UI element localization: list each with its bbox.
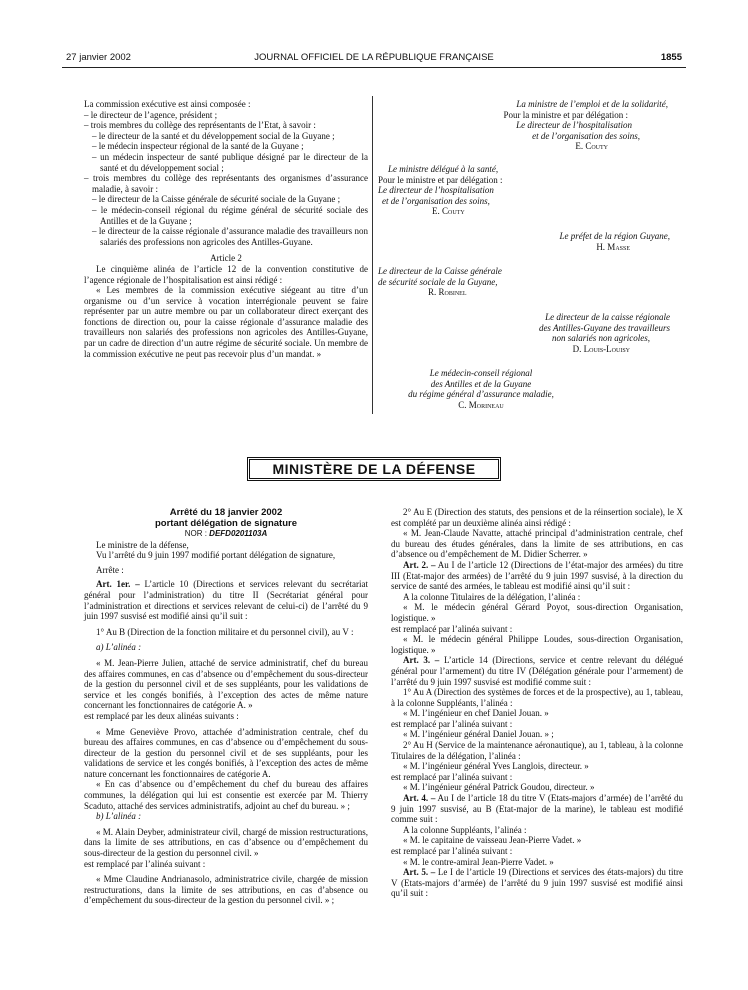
list-item: – le directeur de la Caisse générale de sécurité sociale de la Guyane ;: [92, 194, 341, 205]
list-item: – le directeur de la caisse régionale d’assurance maladie des travailleurs non salariés des professions non agricoles des Antilles-Guyane.: [92, 226, 368, 247]
list-item: – le directeur de l’agence, président ;: [84, 109, 218, 120]
arrete-left-column: Arrêté du 18 janvier 2002 portant délégation de signature NOR : DEFD0201103A Le ministre de la défense, Vu l’arrêté du 9 juin 1997 modifié portant délégation de signature, Arrête : Art. 1er. – L’article 10 (Directions et services relevant du secrétariat général pour l’administration) du titre II (Secrétariat général pour l’administration et directions et services relevant de celui-ci) de l’arrêté du 9 juin 1997 susvisé est modifié ainsi qu’il suit : 1° Au B (Direction de la fonction militaire et du personnel civil), au V : a) L’alinéa : « M. Jean-Pierre Julien, attaché de service administratif, chef du bureau des affaires communes, en cas d’absence ou d’empêchement du sous-directeur de la gestion du personnel civil et de ses suppléants, pour les validations de service et les congés bonifiés, à l’exception des actes de même nature concernant les fonctionnaires de catégorie A. » est remplacé par les deux alinéas suivants : « Mme Geneviève Provo, attachée d’administration centrale, chef du bureau des affaires communes, en cas d’absence ou d’empêchement du sous-directeur de la gestion du personnel civil et de ses suppléants, pour les validations de service et les congés bonifiés, à l’exception des actes de même nature concernant les fonctionnaires de catégorie A. « En cas d’absence ou d’empêchement du chef du bureau des affaires communes, la délégation qui lui est consentie est exercée par M. Thierry Scaduto, attaché des services administratifs, adjoint au chef du bureau. » ; b) L’alinéa : « M. Alain Deyber, administrateur civil, chargé de mission restructurations, dans la limite de ses attributions, en cas d’absence ou d’empêchement du sous-directeur de la gestion du personnel civil. » est remplacé par l’alinéa suivant : « Mme Claudine Andrianasolo, administratrice civile, chargée de mission restructurations, dans la limite de ses attributions, en cas d’absence ou d’empêchement du sous-directeur de la gestion du personnel civil. » ;: [84, 507, 369, 906]
list-item: – trois membres du collège des représentants des organismes d’assurance maladie, à savoir :: [84, 173, 368, 194]
list-item: – le directeur de la santé et du développement social de la Guyane ;: [92, 130, 335, 141]
article-2-title: Article 2: [210, 253, 242, 264]
signature-caisse-regionale: Le directeur de la caisse régionale des Antilles-Guyane des travailleurs non salariés non agricoles, D. Louis-Louisy: [538, 311, 670, 354]
column-divider: [372, 96, 373, 414]
signatures-block: [378, 99, 670, 425]
article-4: Art. 4. – Au I de l’article 18 du titre V (Etats-majors d’armée) de l’arrêté du 9 juin 1997 susvisé, au B (Etat-major de la marine), le tableau est modifié comme suit :: [391, 793, 684, 825]
nor-reference: NOR : DEFD0201103A: [184, 529, 268, 538]
list-item: – un médecin inspecteur de santé publique désigné par le directeur de la santé et du développement social ;: [92, 151, 368, 173]
top-left-column: [84, 99, 368, 359]
page-header: [66, 52, 682, 66]
article-3: Art. 3. – L’article 14 (Directions, service et centre relevant du délégué général pour l’armement) du titre IV (Délégation générale pour l’armement) de l’arrêté du 9 juin 1997 susvisé est modifié comme suit :: [391, 655, 683, 687]
list-item: – le médecin inspecteur régional de la santé de la Guyane ;: [92, 141, 304, 152]
composition-intro: La commission exécutive est ainsi composée :: [84, 99, 251, 109]
header-rule: [62, 67, 686, 68]
signature-caisse-generale: Le directeur de la Caisse générale de sécurité sociale de la Guyane, R. Robinel: [378, 266, 502, 298]
signature-prefect: Le préfet de la région Guyane, H. Masse: [559, 230, 670, 252]
arrete-title: Arrêté du 18 janvier 2002: [169, 507, 283, 518]
article-2-quote: « Les membres de la commission exécutive siégeant au titre d’un organisme ou d’un service à vocation interrégionale peuvent se faire représenter par un autre membre ou par un collaborateur direct exerçant des fonctions de direction ou, pour la caisse régionale d’assurance maladie des travailleurs non salariés des professions non agricoles des Antilles-Guyane, par un cadre de direction d’un autre régime de sécurité sociale. Un membre de la commission exécutive ne peut pas recevoir plus d’un mandat. »: [84, 285, 368, 359]
list-item: – le médecin-conseil régional du régime général de sécurité sociale des Antilles et de la Guyane ;: [92, 204, 368, 226]
page-number: 1855: [660, 52, 682, 63]
signature-minister-health: Le ministre délégué à la santé, Pour le ministre et par délégation : Le directeur de l’hospitalisation et de l’organisation des soins, E. Couty: [378, 163, 503, 217]
article-2: Art. 2. – Au I de l’article 12 (Directions de l’état-major des armées) du titre III (Etat-major des armées) de l’arrêté du 9 juin 1997 susvisé, à la direction du service de santé des armées, le tableau est modifié ainsi qu’il suit :: [391, 559, 684, 592]
list-item: – trois membres du collège des représentants de l’Etat, à savoir :: [84, 120, 316, 131]
journal-title: JOURNAL OFFICIEL DE LA RÉPUBLIQUE FRANÇAISE: [254, 52, 494, 63]
header-date: 27 janvier 2002: [66, 52, 131, 63]
ministry-banner: MINISTÈRE DE LA DÉFENSE: [247, 457, 501, 481]
article-2-paragraph: Le cinquième alinéa de l’article 12 de la convention constitutive de l’agence régionale de l’hospitalisation est ainsi rédigé :: [84, 263, 368, 285]
arrete-right-column: 2° Au E (Direction des statuts, des pensions et de la réinsertion sociale), le X est complété par un deuxième alinéa ainsi rédigé : « M. Jean-Claude Navatte, attaché principal d’administration centrale, chef du bureau des études générales, dans la limite de ses attributions, en cas d’absence ou d’empêchement de M. Didier Scherrer. » Art. 2. – Au I de l’article 12 (Directions de l’état-major des armées) du titre III (Etat-major des armées) de l’arrêté du 9 juin 1997 susvisé, à la direction du service de santé des armées, le tableau est modifié ainsi qu’il suit : A la colonne Titulaires de la délégation, l’alinéa : « M. le médecin général Gérard Poyot, sous-direction Organisation, logistique. » est remplacé par l’alinéa suivant : « M. le médecin général Philippe Loudes, sous-direction Organisation, logistique. » Art. 3. – L’article 14 (Directions, service et centre relevant du délégué général pour l’armement) du titre IV (Délégation générale pour l’armement) de l’arrêté du 9 juin 1997 susvisé est modifié comme suit : 1° Au A (Direction des systèmes de forces et de la prospective), au 1, tableau, à la colonne Suppléants, l’alinéa : « M. l’ingénieur en chef Daniel Jouan. » est remplacé par l’alinéa suivant : « M. l’ingénieur général Daniel Jouan. » ; 2° Au H (Service de la maintenance aéronautique), au 1, tableau, à la colonne Titulaires de la délégation, l’alinéa : « M. l’ingénieur général Yves Langlois, directeur. » est remplacé par l’alinéa suivant : « M. l’ingénieur général Patrick Goudou, directeur. » Art. 4. – Au I de l’article 18 du titre V (Etats-majors d’armée) de l’arrêté du 9 juin 1997 susvisé, au B (Etat-major de la marine), le tableau est modifié comme suit : A la colonne Suppléants, l’alinéa : « M. le capitaine de vaisseau Jean-Pierre Vadet. » est remplacé par l’alinéa suivant : « M. le contre-amiral Jean-Pierre Vadet. » Art. 5. – Le I de l’article 19 (Directions et services des états-majors) du titre V (Etats-majors d’armée) de l’arrêté du 9 juin 1997 susvisé est modifié ainsi qu’il suit :: [391, 507, 684, 899]
article-5: Art. 5. – Le I de l’article 19 (Directions et services des états-majors) du titre V (Etats-majors d’armée) de l’arrêté du 9 juin 1997 susvisé est modifié ainsi qu’il suit :: [391, 867, 684, 899]
arrete-subtitle: portant délégation de signature: [155, 518, 297, 529]
signature-medecin-conseil: Le médecin-conseil régional des Antilles et de la Guyane du régime général d’assurance maladie, C. Morineau: [408, 368, 554, 411]
article-1: Art. 1er. – L’article 10 (Directions et services relevant du secrétariat général pour l’administration) du titre II (Secrétariat général pour l’administration et directions et services relevant de celui-ci) de l’arrêté du 9 juin 1997 susvisé est modifié ainsi qu’il suit :: [84, 579, 369, 622]
signature-minister-employment: La ministre de l’emploi et de la solidarité, Pour la ministre et par délégation : Le directeur de l’hospitalisation et de l’organisation des soins, E. Couty: [503, 99, 668, 152]
